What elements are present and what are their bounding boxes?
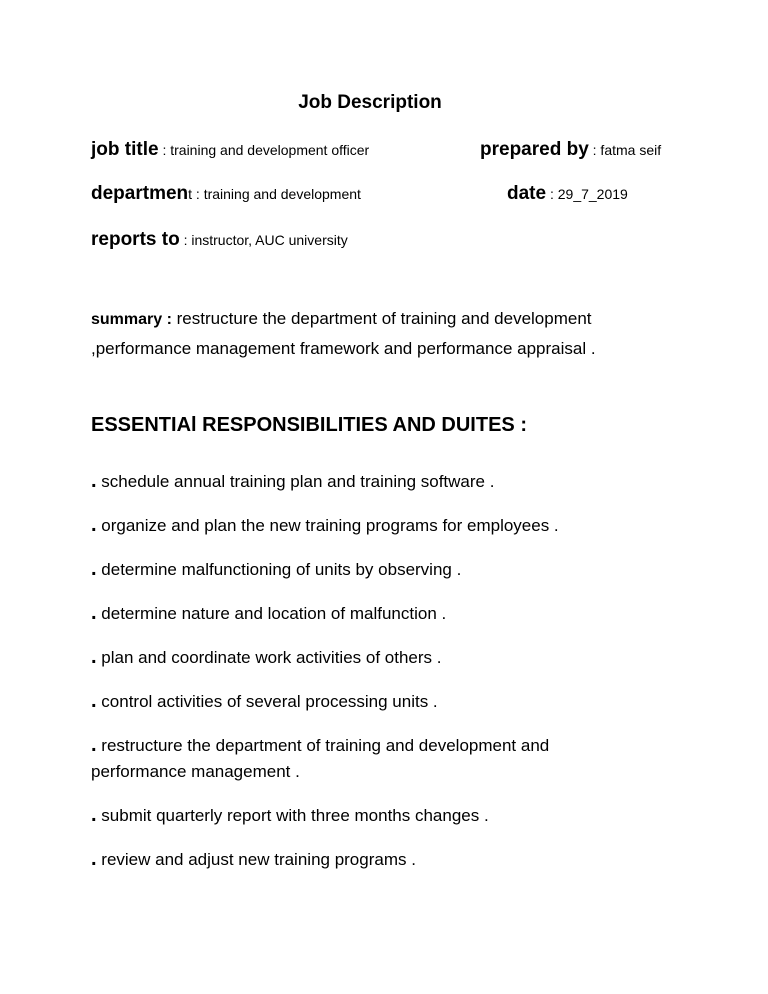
- bullet-icon: .: [91, 602, 97, 624]
- job-title-value: : training and development officer: [158, 142, 370, 158]
- bullet-icon: .: [91, 558, 97, 580]
- list-item: [91, 804, 489, 827]
- prepared-by-value: : fatma seif: [588, 142, 662, 158]
- list-item-text: restructure the department of training and development and: [96, 736, 550, 755]
- list-item-text: submit quarterly report with three months changes .: [96, 806, 489, 825]
- summary-line-2: ,performance management framework and performance appraisal .: [91, 339, 596, 358]
- list-item: [91, 734, 549, 757]
- prepared-by-field: [480, 139, 661, 161]
- bullet-icon: .: [91, 646, 97, 668]
- bullet-icon: .: [91, 470, 97, 492]
- job-title-label: job title: [91, 139, 159, 160]
- list-item: [91, 602, 446, 625]
- reports-to-label: reports to: [91, 229, 180, 250]
- list-item-text: determine nature and location of malfunction .: [96, 604, 447, 623]
- list-item-text: review and adjust new training programs .: [96, 850, 416, 869]
- list-item: [91, 558, 461, 581]
- list-item-text: plan and coordinate work activities of others .: [96, 648, 442, 667]
- list-item: [91, 690, 438, 713]
- list-item-text: determine malfunctioning of units by observing .: [96, 560, 462, 579]
- bullet-icon: .: [91, 804, 97, 826]
- list-item-text: schedule annual training plan and training software .: [96, 472, 495, 491]
- summary-text-1: restructure the department of training and development: [171, 309, 592, 328]
- list-item: [91, 514, 559, 537]
- reports-to-value: : instructor, AUC university: [179, 232, 348, 248]
- bullet-icon: .: [91, 734, 97, 756]
- list-item: [91, 470, 494, 493]
- department-field: [91, 183, 361, 205]
- department-value: t : training and development: [188, 186, 361, 202]
- list-item-text: organize and plan the new training programs for employees .: [96, 516, 559, 535]
- page-title: Job Description: [298, 92, 442, 113]
- department-label: departmen: [91, 183, 189, 204]
- list-item: [91, 848, 416, 871]
- list-item-continuation: performance management .: [91, 762, 300, 781]
- bullet-icon: .: [91, 848, 97, 870]
- bullet-icon: .: [91, 514, 97, 536]
- prepared-by-label: prepared by: [480, 139, 589, 160]
- responsibilities-heading: ESSENTIAl RESPONSIBILITIES AND DUITES :: [91, 414, 527, 436]
- list-item-text: control activities of several processing units .: [96, 692, 438, 711]
- job-title-field: [91, 139, 369, 161]
- list-item: [91, 646, 441, 669]
- date-field: [507, 183, 628, 205]
- summary-label: summary :: [91, 311, 172, 328]
- bullet-icon: .: [91, 690, 97, 712]
- date-label: date: [507, 183, 547, 204]
- date-value: : 29_7_2019: [546, 186, 628, 202]
- summary-line-1: [91, 309, 592, 329]
- reports-to-field: [91, 229, 348, 251]
